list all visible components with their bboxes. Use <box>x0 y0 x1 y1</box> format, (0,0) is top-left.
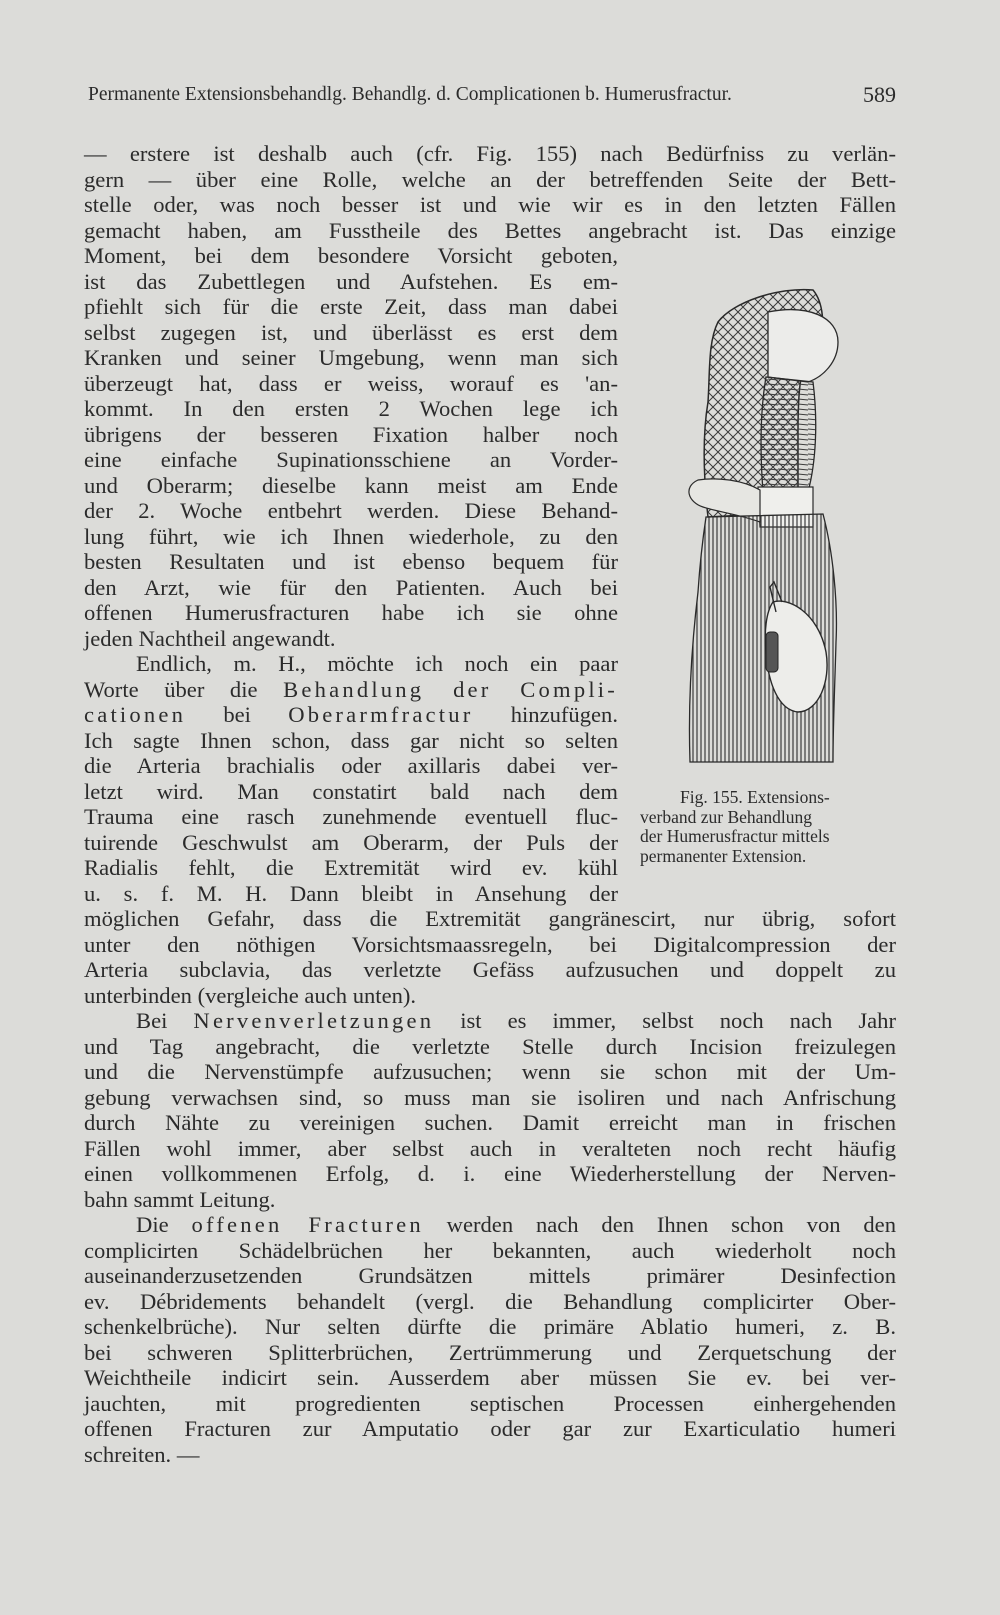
text-line: der 2. Woche entbehrt werden. Diese Behand- <box>84 498 618 523</box>
caption-line: permanenter Extension. <box>640 845 807 866</box>
text-line: Arteria subclavia, das verletzte Gefäss aufzusuchen und doppelt zu <box>84 957 896 982</box>
opening-text <box>84 141 896 269</box>
caption-line: der Humerusfractur mittels <box>640 826 830 846</box>
text-line: pfiehlt sich für die erste Zeit, dass man dabei <box>84 294 618 319</box>
text-line: Weichtheile indicirt sein. Ausserdem aber müssen Sie ev. bei ver- <box>84 1365 896 1390</box>
text-line: übrigens der besseren Fixation halber noch <box>84 421 618 447</box>
text-line: ist das Zubettlegen und Aufstehen. Es em- <box>84 268 618 294</box>
text-line: lung führt, wie ich Ihnen wiederhole, zu den <box>84 523 618 549</box>
text-line: den Arzt, wie für den Patienten. Auch bei <box>84 574 618 600</box>
text-line: bahn sammt Leitung. <box>84 1186 276 1212</box>
text-line: letzt wird. Man constatirt bald nach dem <box>84 778 618 804</box>
text-line: gemacht haben, am Fusstheile des Bettes angebracht ist. Das einzige <box>84 217 896 243</box>
text-line: Ich sagte Ihnen schon, dass gar nicht so selten <box>84 727 618 753</box>
page-number: 589 <box>863 82 896 107</box>
narrow-column <box>84 269 618 907</box>
figure-illustration <box>648 282 888 772</box>
text-line: cationen bei Oberarmfractur hinzufügen. <box>84 702 618 727</box>
caption-line: Fig. 155. Extensions- <box>680 787 830 807</box>
text-line: offenen Fracturen zur Amputatio oder gar zur Exarticulatio humeri <box>84 1416 896 1441</box>
text-line: die Arteria brachialis oder axillaris dabei ver- <box>84 753 618 778</box>
text-line: schenkelbrüche). Nur selten dürfte die primäre Ablatio humeri, z. B. <box>84 1314 896 1339</box>
text-line: Bei Nervenverletzungen ist es immer, selbst noch nach Jahr <box>136 1008 896 1033</box>
text-line: unter den nöthigen Vorsichtsmaassregeln, bei Digitalcompression der <box>84 931 896 957</box>
running-header <box>88 80 896 110</box>
spaced-emphasis: Behandlung der Compli- <box>283 676 618 702</box>
text-line: Radialis fehlt, die Extremität wird ev. kühl <box>84 855 618 880</box>
figure-caption <box>640 788 892 866</box>
text-line: auseinanderzusetzenden Grundsätzen mittels primärer Desinfection <box>84 1263 896 1288</box>
text-line: besten Resultaten und ist ebenso bequem für <box>84 549 618 574</box>
text-line: eine einfache Supinationsschiene an Vorder- <box>84 447 618 472</box>
text-line: überzeugt hat, dass er weiss, worauf es 'an- <box>84 370 618 396</box>
text-line: schreiten. — <box>84 1441 200 1467</box>
text-line: unterbinden (vergleiche auch unten). <box>84 982 417 1008</box>
text-line: durch Nähte zu vereinigen suchen. Damit erreicht man in frischen <box>84 1110 896 1135</box>
text-line: jeden Nachtheil angewandt. <box>84 625 336 651</box>
text-line: ev. Débridements behandelt (vergl. die Behandlung complicirter Ober- <box>84 1288 896 1314</box>
text-line: gern — über eine Rolle, welche an der betreffenden Seite der Bett- <box>84 166 896 192</box>
text-line: und Tag angebracht, die verletzte Stelle durch Incision freizulegen <box>84 1033 896 1059</box>
wide-text <box>84 906 896 1467</box>
text-line: u. s. f. M. H. Dann bleibt in Ansehung der <box>84 880 618 906</box>
text-line: kommt. In den ersten 2 Wochen lege ich <box>84 396 618 421</box>
text-line: Moment, bei dem besondere Vorsicht geboten, <box>84 243 618 268</box>
text-line: offenen Humerusfracturen habe ich sie ohne <box>84 600 618 625</box>
text-line: complicirten Schädelbrüchen her bekannten, auch wiederholt noch <box>84 1237 896 1263</box>
spaced-emphasis: offenen Fracturen <box>191 1212 424 1237</box>
text-line: jauchten, mit progredienten septischen Processen einhergehenden <box>84 1390 896 1416</box>
spaced-emphasis: Nervenverletzungen <box>193 1008 435 1033</box>
text-line: Fällen wohl immer, aber selbst auch in veralteten noch recht häufig <box>84 1135 896 1161</box>
text-line: gebung verwachsen sind, so muss man sie isoliren und nach Anfrischung <box>84 1084 896 1110</box>
running-title: Permanente Extensionsbehandlg. Behandlg. d. Complicationen b. Humerusfractur. <box>88 84 732 105</box>
text-line: Worte über die Behandlung der Compli- <box>84 676 618 702</box>
text-line: — erstere ist deshalb auch (cfr. Fig. 155) nach Bedürfniss zu verlän- <box>84 141 896 166</box>
text-line: selbst zugegen ist, und überlässt es erst dem <box>84 319 618 345</box>
spaced-emphasis: cationen <box>84 702 187 727</box>
text-line: Endlich, m. H., möchte ich noch ein paar <box>136 651 618 676</box>
text-line: und die Nervenstümpfe aufzusuchen; wenn sie schon mit der Um- <box>84 1059 896 1084</box>
text-line: tuirende Geschwulst am Oberarm, der Puls der <box>84 829 618 855</box>
spaced-emphasis: Oberarmfractur <box>288 702 474 727</box>
text-line: stelle oder, was noch besser ist und wie wir es in den letzten Fällen <box>84 192 896 217</box>
text-line: möglichen Gefahr, dass die Extremität gangränescirt, nur übrig, sofort <box>84 906 896 931</box>
text-line: einen vollkommenen Erfolg, d. i. eine Wiederherstellung der Nerven- <box>84 1161 896 1186</box>
text-line: Trauma eine rasch zunehmende eventuell fluc- <box>84 804 618 829</box>
text-line: und Oberarm; dieselbe kann meist am Ende <box>84 472 618 498</box>
text-line: bei schweren Splitterbrüchen, Zertrümmerung und Zerquetschung der <box>84 1339 896 1365</box>
text-line: Kranken und seiner Umgebung, wenn man sich <box>84 345 618 370</box>
text-line: Die offenen Fracturen werden nach den Ihnen schon von den <box>136 1212 896 1237</box>
caption-line: verband zur Behandlung <box>640 806 813 827</box>
